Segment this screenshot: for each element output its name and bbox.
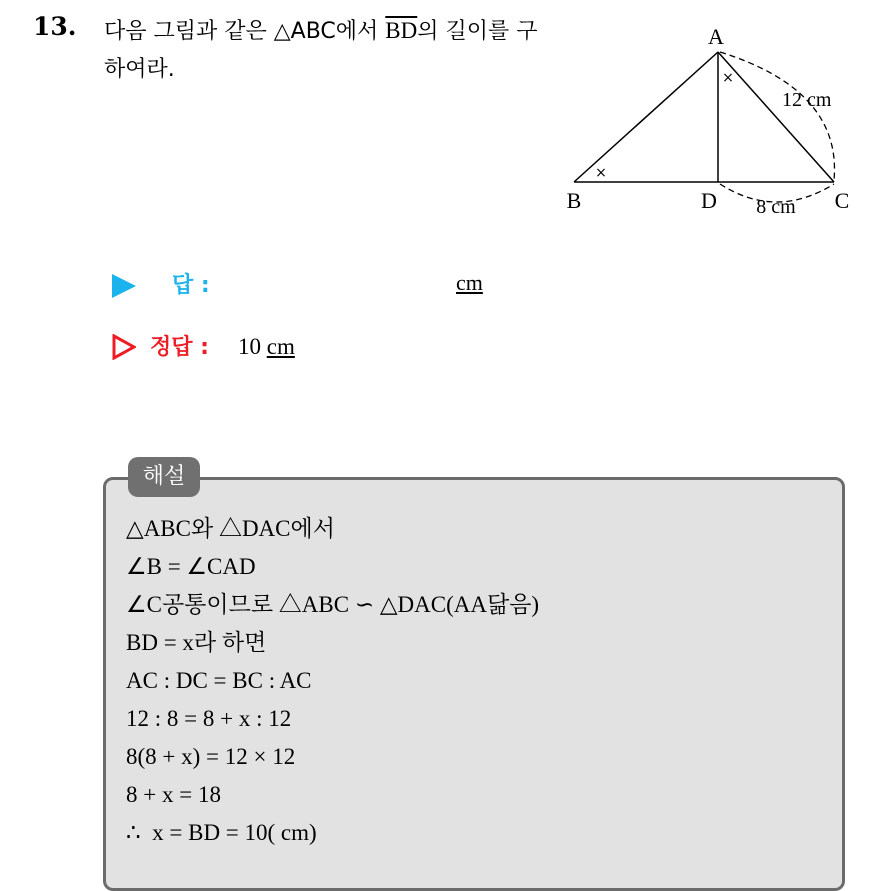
- correct-answer-row: [112, 330, 532, 366]
- solution-line: ∠B = ∠CAD: [126, 554, 256, 579]
- angle-mark-b: ×: [595, 165, 607, 181]
- outline-arrow-icon: [112, 334, 136, 360]
- solution-line: 8(8 + x) = 12 × 12: [126, 744, 296, 769]
- correct-value-wrap: [238, 334, 295, 360]
- question-number: 13.: [33, 12, 77, 41]
- length-label-dc: 8 cm: [756, 196, 796, 218]
- answer-label: 답 :: [172, 273, 210, 298]
- correct-label: 정답 :: [150, 335, 209, 360]
- solution-line: 12 : 8 = 8 + x : 12: [126, 706, 292, 731]
- question-text: [104, 12, 544, 89]
- length-label-ac: 12 cm: [782, 89, 832, 111]
- side-ab: [574, 52, 718, 182]
- angle-mark-cad: ×: [722, 70, 734, 86]
- answer-unit: cm: [456, 270, 483, 295]
- answer-row: [112, 268, 532, 302]
- question-text-part1: 다음 그림과 같은 △ABC에서: [104, 19, 386, 44]
- solution-line: ∠C공통이므로 △ABC ∽ △DAC(AA닮음): [126, 592, 540, 617]
- solution-lines: [126, 510, 539, 852]
- solution-tag: 해설: [128, 457, 200, 497]
- play-arrow-icon: [112, 274, 136, 298]
- vertex-label-b: B: [566, 188, 582, 213]
- triangle-figure: [550, 20, 870, 220]
- dashed-arc-ac: [720, 52, 834, 180]
- correct-unit: cm: [266, 334, 295, 359]
- vertex-label-d: D: [701, 188, 717, 213]
- solution-line: AC : DC = BC : AC: [126, 668, 312, 693]
- solution-line: 8 + x = 18: [126, 782, 221, 807]
- solution-line: △ABC와 △DAC에서: [126, 516, 335, 541]
- question-text-part2: 의 길이를 구하여라.: [104, 19, 538, 82]
- solution-line: ∴ x = BD = 10( cm): [126, 820, 317, 845]
- vertex-label-a: A: [708, 24, 724, 49]
- correct-value: 10: [238, 334, 261, 359]
- vertex-label-c: C: [834, 188, 850, 213]
- segment-bd: $\overline{BD}$: [385, 18, 418, 43]
- side-ac: [718, 52, 834, 182]
- solution-line: BD = x라 하면: [126, 630, 267, 655]
